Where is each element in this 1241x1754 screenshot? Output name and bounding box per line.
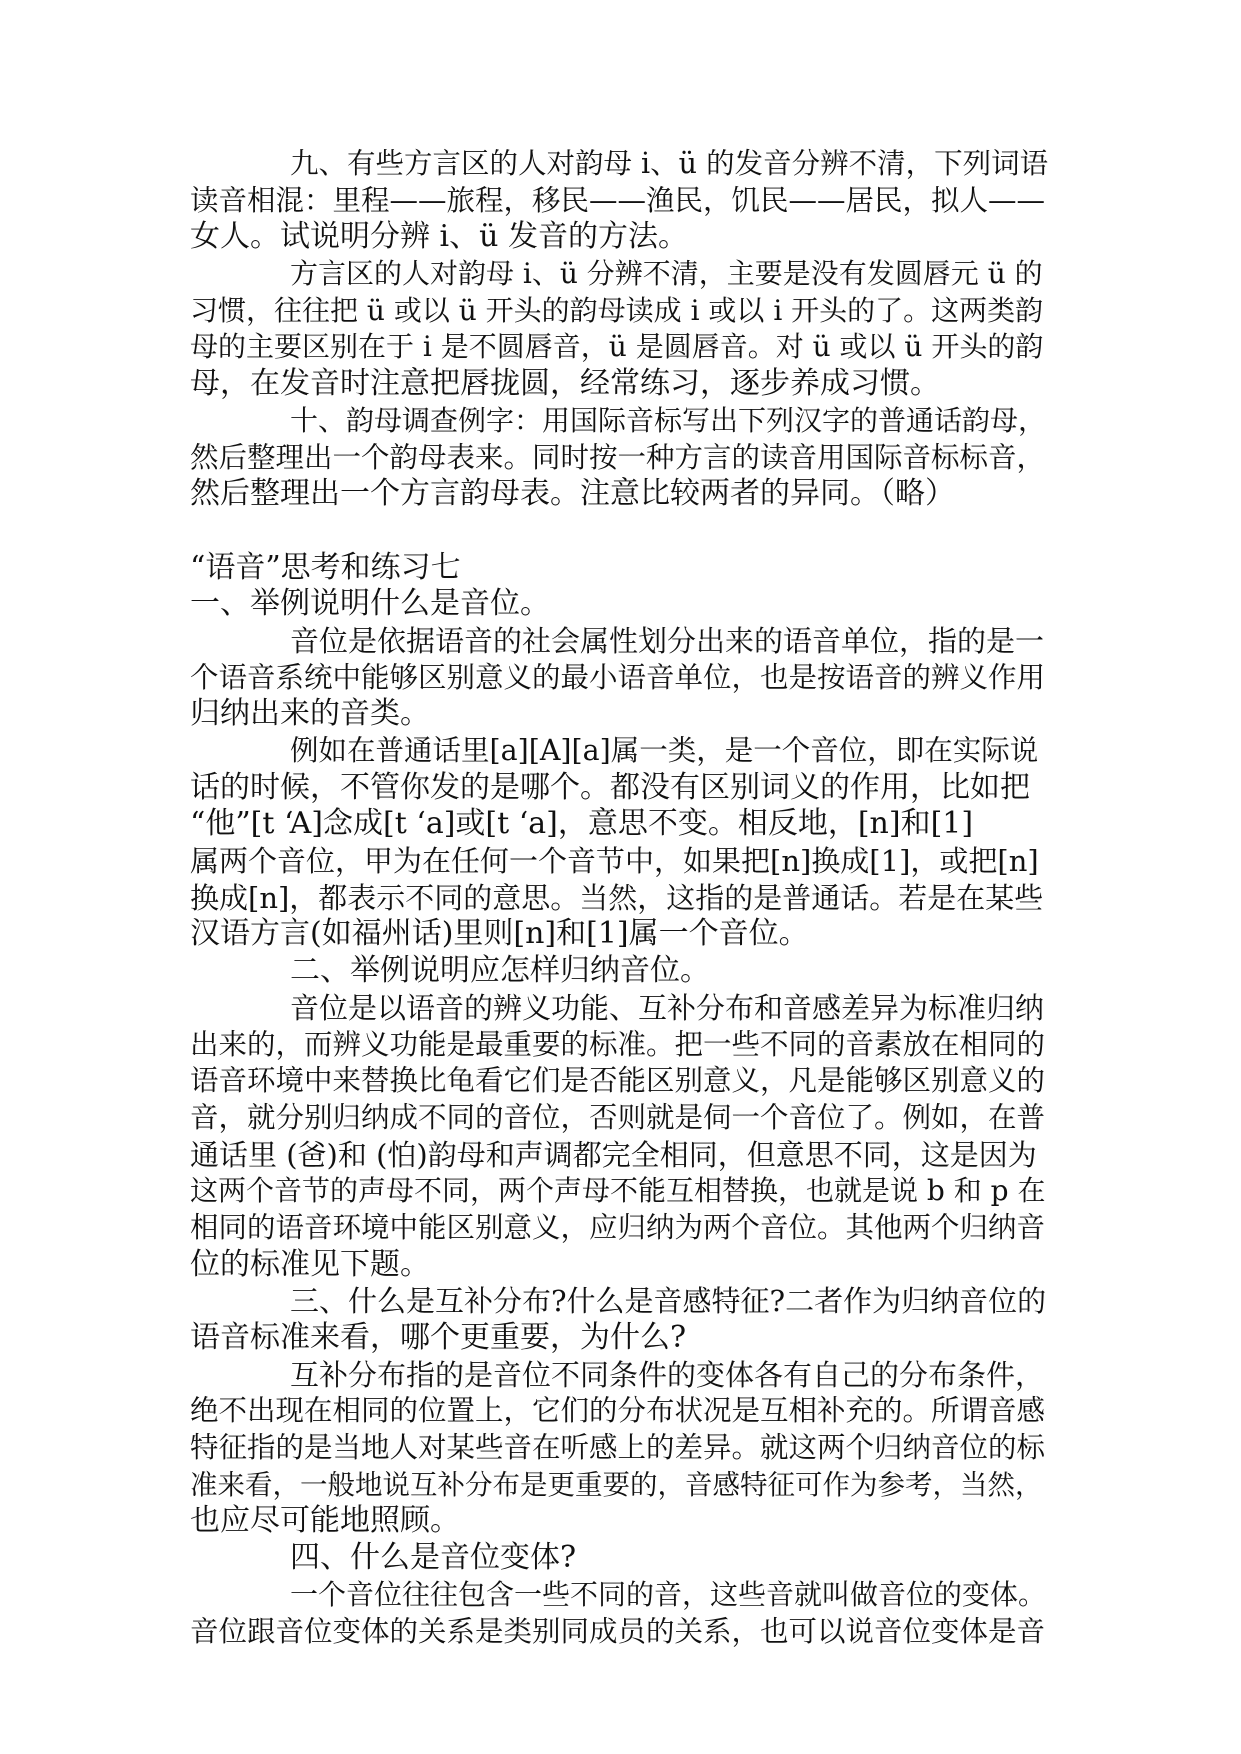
text-line: 音位是依据语音的社会属性划分出来的语音单位，指的是一 (290, 623, 1045, 658)
text-line: 准来看，一般地说互补分布是更重要的，音感特征可作为参考，当然， (190, 1468, 1043, 1501)
text-line: 女人。试说明分辨 i、ü 发音的方法。 (190, 219, 688, 255)
text-line: 音位跟音位变体的关系是类别同成员的关系，也可以说音位变体是音 (190, 1614, 1046, 1648)
text-line: 语音环境中来替换比龟看它们是否能区别意义，凡是能够区别意义的 (190, 1064, 1046, 1098)
text-line: 读音相混：里程——旅程，移民——渔民，饥民——居民，拟人—— (190, 183, 1046, 217)
text-line: 个语音系统中能够区别意义的最小语音单位，也是按语音的辨义作用 (190, 660, 1046, 694)
text-line: 互补分布指的是音位不同条件的变体各有自己的分布条件， (290, 1357, 1045, 1392)
text-line: 归纳出来的音类。 (190, 696, 430, 732)
text-line: 一个音位往往包含一些不同的音，这些音就叫做音位的变体。 (290, 1577, 1047, 1611)
text-line: 然后整理出一个韵母表来。同时按一种方言的读音用国际音标标音， (190, 440, 1046, 474)
question-heading: 一、举例说明什么是音位。 (190, 586, 550, 622)
text-line: 出来的，而辨义功能是最重要的标准。把一些不同的音素放在相同的 (190, 1027, 1046, 1061)
text-line: 方言区的人对韵母 i、ü 分辨不清，主要是没有发圆唇元 ü 的 (290, 257, 1043, 291)
text-line: 九、有些方言区的人对韵母 i、ü 的发音分辨不清，下列词语 (290, 147, 1049, 180)
text-line: “他”[t ‘A]念成[t ‘a]或[t ‘a]，意思不变。相反地，[n]和[1] (190, 806, 974, 842)
question-heading: 二、举例说明应怎样归纳音位。 (290, 953, 710, 989)
document-page (190, 146, 1050, 1650)
text-line: 然后整理出一个方言韵母表。注意比较两者的异同。（略） (190, 476, 955, 512)
question-heading: 三、什么是互补分布?什么是音感特征?二者作为归纳音位的 (290, 1284, 1047, 1319)
text-line: 汉语方言(如福州话)里则[n]和[1]属一个音位。 (190, 916, 809, 952)
text-line: 相同的语音环境中能区别意义，应归纳为两个音位。其他两个归纳音 (190, 1210, 1046, 1244)
text-line: 特征指的是当地人对某些音在听感上的差异。就这两个归纳音位的标 (190, 1431, 1046, 1465)
text-line: 习惯，往往把 ü 或以 ü 开头的韵母读成 i 或以 i 开头的了。这两类韵 (190, 293, 1044, 327)
text-line: 例如在普通话里[a][A][a]属一类，是一个音位，即在实际说 (290, 734, 1039, 767)
text-line: 绝不出现在相同的位置上，它们的分布状况是互相补充的。所谓音感 (190, 1394, 1046, 1428)
question-heading: 四、什么是音位变体? (290, 1540, 577, 1576)
text-line: 也应尽可能地照顾。 (190, 1503, 460, 1539)
text-line: 通话里 (爸)和 (怕)韵母和声调都完全相同，但意思不同，这是因为 (190, 1137, 1037, 1172)
text-line: 换成[n]，都表示不同的意思。当然，这指的是普通话。若是在某些 (190, 880, 1044, 915)
text-line: 位的标准见下题。 (190, 1246, 430, 1282)
text-line: 音，就分别归纳成不同的音位，否则就是伺一个音位了。例如，在普 (190, 1100, 1046, 1134)
text-line: 母，在发音时注意把唇拢圆，经常练习，逐步养成习惯。 (190, 366, 940, 402)
blank-line (190, 513, 1050, 550)
text-line: 十、韵母调查例字：用国际音标写出下列汉字的普通话韵母， (290, 403, 1047, 437)
text-line: 这两个音节的声母不同，两个声母不能互相替换，也就是说 b 和 p 在 (190, 1174, 1046, 1208)
text-line: 音位是以语音的辨义功能、互补分布和音感差异为标准归纳 (290, 990, 1045, 1025)
text-line: 属两个音位，甲为在任何一个音节中，如果把[n]换成[1]，或把[n] (190, 844, 1039, 879)
section-heading: “语音”思考和练习七 (190, 549, 461, 585)
text-line: 母的主要区别在于 i 是不圆唇音，ü 是圆唇音。对 ü 或以 ü 开头的韵 (190, 330, 1044, 364)
text-line: 话的时候，不管你发的是哪个。都没有区别词义的作用，比如把 (190, 769, 1030, 805)
text-line: 语音标准来看，哪个更重要，为什么? (190, 1320, 687, 1355)
